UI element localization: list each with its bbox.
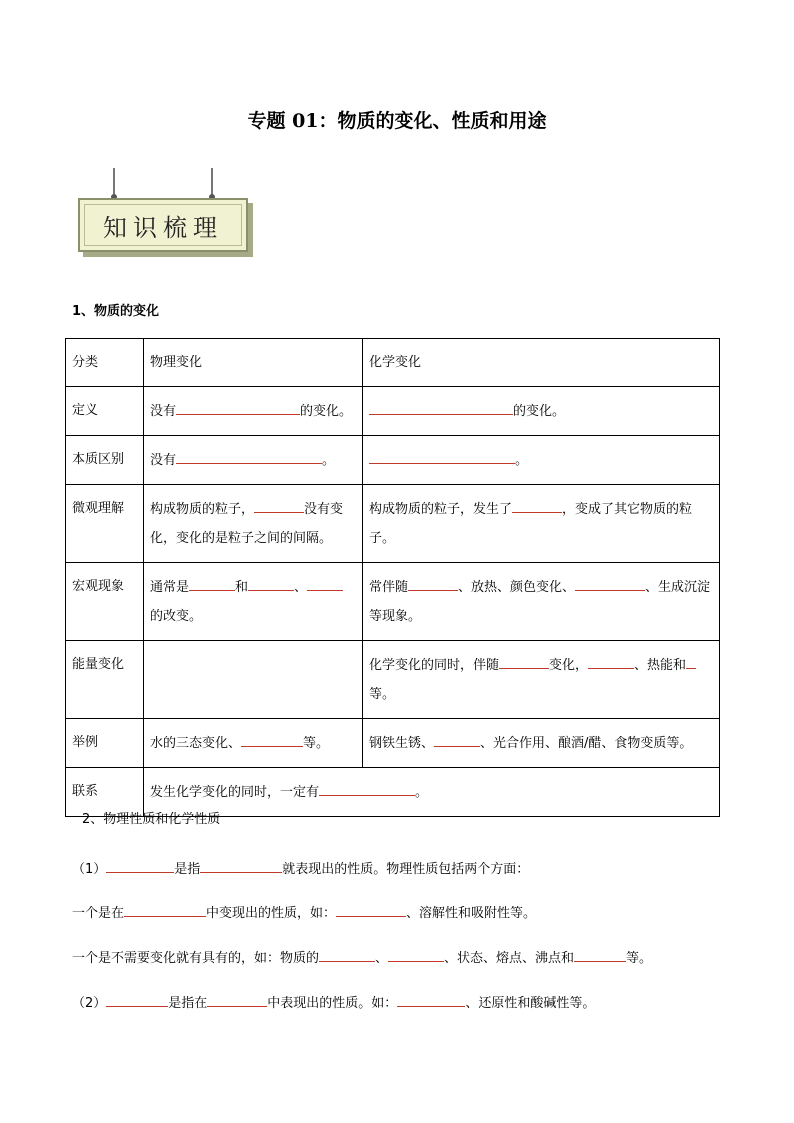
fill-blank[interactable]	[588, 650, 634, 669]
fill-blank[interactable]	[207, 988, 267, 1007]
cell-text: 构成物质的粒子，发生了	[369, 502, 513, 517]
para-text: 中变现出的性质，如：	[206, 906, 337, 921]
para-text: 、	[375, 951, 389, 966]
table-cell	[363, 485, 720, 563]
table-row	[66, 387, 720, 436]
table-cell	[363, 387, 720, 436]
cell-text: 的变化。	[513, 404, 566, 419]
cell-text: 、	[294, 580, 308, 595]
cell-text: 没有	[150, 453, 177, 468]
fill-blank[interactable]	[106, 854, 174, 873]
cell-text: 钢铁生锈、	[369, 736, 435, 751]
table-cell	[363, 563, 720, 641]
header-cell: 分类	[66, 339, 144, 387]
header-cell: 化学变化	[363, 339, 720, 387]
cell-text: 变化，	[549, 658, 589, 673]
knowledge-banner	[74, 168, 258, 258]
fill-blank[interactable]	[336, 898, 406, 917]
fill-blank[interactable]	[176, 445, 322, 464]
para-text: （1）	[72, 862, 107, 877]
changes-table	[65, 338, 720, 817]
fill-blank[interactable]	[369, 445, 515, 464]
paragraph-3	[72, 943, 652, 966]
fill-blank[interactable]	[512, 494, 562, 513]
cell-text: 水的三态变化、	[150, 736, 242, 751]
row-label: 举例	[66, 719, 144, 768]
table-cell	[144, 641, 363, 719]
row-label: 能量变化	[66, 641, 144, 719]
cell-text: 化学变化的同时，伴随	[369, 658, 500, 673]
table-cell	[363, 719, 720, 768]
paragraph-4	[72, 988, 595, 1011]
cell-text: 没有	[150, 404, 177, 419]
table-cell	[144, 436, 363, 485]
page-title: 专题 01：物质的变化、性质和用途	[247, 110, 547, 132]
para-text: 等。	[626, 951, 653, 966]
fill-blank[interactable]	[189, 572, 235, 591]
para-text: 是指在	[168, 996, 208, 1011]
table-row	[66, 563, 720, 641]
fill-blank[interactable]	[369, 396, 513, 415]
cell-text: 没有变化，变化的是粒子之间的间隔。	[150, 502, 344, 546]
cell-text: 、生成沉淀等现象。	[369, 580, 711, 624]
cell-text: 和	[235, 580, 249, 595]
fill-blank[interactable]	[106, 988, 168, 1007]
row-label: 本质区别	[66, 436, 144, 485]
fill-blank[interactable]	[575, 572, 645, 591]
cell-text: 的改变。	[150, 609, 203, 624]
table-cell	[144, 485, 363, 563]
cell-text: ，变成了其它物质的粒子。	[369, 502, 693, 546]
para-text: 中表现出的性质。如：	[267, 996, 398, 1011]
para-text: 、溶解性和吸附性等。	[406, 906, 537, 921]
fill-blank[interactable]	[388, 943, 444, 962]
table-row	[66, 339, 720, 387]
table-cell	[144, 563, 363, 641]
para-text: （2）	[72, 996, 107, 1011]
cell-text: 等。	[369, 687, 396, 702]
para-text: 、还原性和酸碱性等。	[465, 996, 596, 1011]
fill-blank[interactable]	[319, 777, 415, 796]
fill-blank[interactable]	[124, 898, 206, 917]
table-cell	[363, 641, 720, 719]
fill-blank[interactable]	[176, 396, 300, 415]
section1-heading: 1、物质的变化	[72, 304, 160, 319]
table-cell	[144, 768, 720, 817]
cell-text: 、光合作用、酿酒/醋、食物变质等。	[480, 736, 693, 751]
table-cell	[144, 387, 363, 436]
cell-text: 等。	[303, 736, 330, 751]
cell-text: 、热能和	[634, 658, 687, 673]
table-cell	[144, 719, 363, 768]
fill-blank[interactable]	[200, 854, 282, 873]
cell-text: 。	[515, 453, 529, 468]
fill-blank[interactable]	[686, 650, 696, 669]
para-text: 、状态、熔点、沸点和	[444, 951, 575, 966]
cell-text: 构成物质的粒子，	[150, 502, 255, 517]
table-cell	[363, 436, 720, 485]
paragraph-1	[72, 854, 529, 877]
fill-blank[interactable]	[319, 943, 375, 962]
para-text: 一个是在	[72, 906, 125, 921]
cell-text: 。	[322, 453, 336, 468]
cell-text: 、放热、颜色变化、	[458, 580, 576, 595]
fill-blank[interactable]	[307, 572, 343, 591]
fill-blank[interactable]	[248, 572, 294, 591]
fill-blank[interactable]	[254, 494, 304, 513]
para-text: 一个是不需要变化就有具有的，如：物质的	[72, 951, 320, 966]
para-text: 是指	[174, 862, 201, 877]
fill-blank[interactable]	[499, 650, 549, 669]
banner-text: 知识梳理	[84, 204, 242, 246]
cell-text: 的变化。	[300, 404, 353, 419]
section2-heading: 2、物理性质和化学性质	[82, 812, 221, 827]
cell-text: 通常是	[150, 580, 190, 595]
fill-blank[interactable]	[397, 988, 465, 1007]
row-label: 定义	[66, 387, 144, 436]
row-label: 微观理解	[66, 485, 144, 563]
table-row	[66, 641, 720, 719]
row-label: 宏观现象	[66, 563, 144, 641]
table-row	[66, 436, 720, 485]
table-row	[66, 485, 720, 563]
cell-text: 发生化学变化的同时，一定有	[150, 785, 320, 800]
banner-board	[78, 198, 248, 252]
header-cell: 物理变化	[144, 339, 363, 387]
cell-text: 。	[415, 785, 429, 800]
paragraph-2	[72, 898, 536, 921]
fill-blank[interactable]	[408, 572, 458, 591]
fill-blank[interactable]	[574, 943, 626, 962]
cell-text: 常伴随	[369, 580, 409, 595]
table-row	[66, 719, 720, 768]
fill-blank[interactable]	[241, 728, 303, 747]
row-label: 联系	[66, 768, 144, 817]
fill-blank[interactable]	[434, 728, 480, 747]
para-text: 就表现出的性质。物理性质包括两个方面：	[282, 862, 530, 877]
